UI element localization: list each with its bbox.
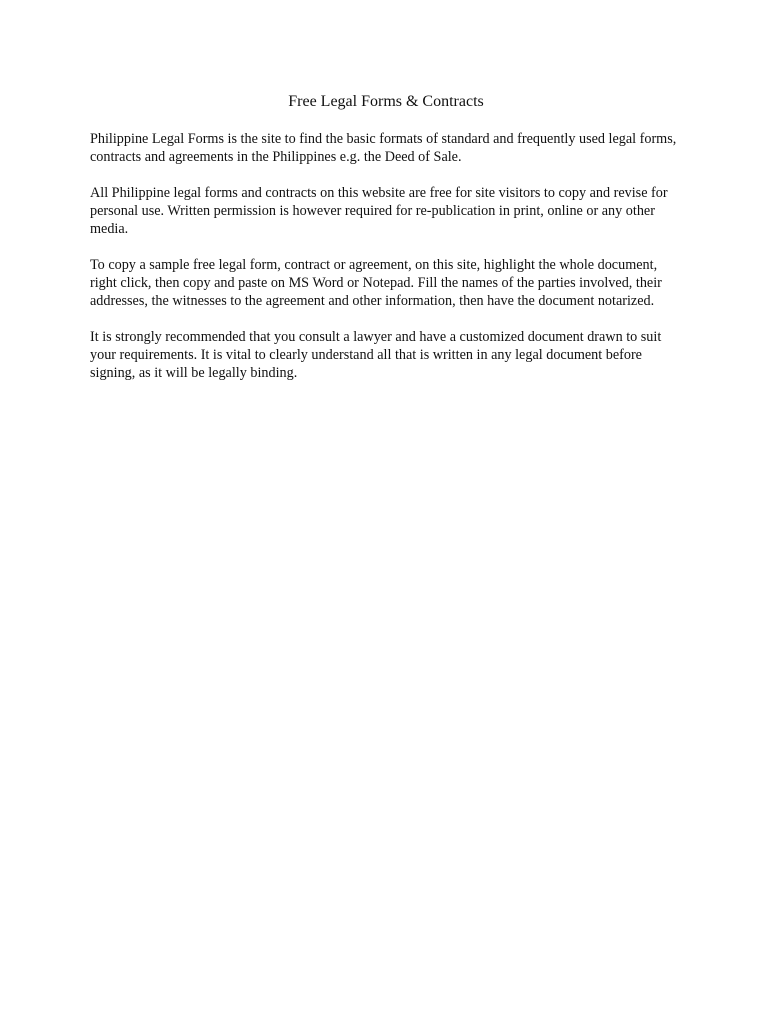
- paragraph-intro: Philippine Legal Forms is the site to find the basic formats of standard and frequently used legal forms, contracts and agreements in the Philippines e.g. the Deed of Sale.: [90, 131, 677, 165]
- paragraph-usage-permission: All Philippine legal forms and contracts on this website are free for site visitors to copy and revise for personal use. Written permission is however required for re-publication in print, online or any other media.: [90, 185, 668, 237]
- document-title: Free Legal Forms & Contracts: [288, 93, 484, 110]
- paragraph-legal-advice: It is strongly recommended that you consult a lawyer and have a customized document drawn to suit your requirements. It is vital to clearly understand all that is written in any legal document before signing, as it will be legally binding.: [90, 329, 662, 381]
- paragraph-copy-instructions: To copy a sample free legal form, contract or agreement, on this site, highlight the whole document, right click, then copy and paste on MS Word or Notepad. Fill the names of the parties involved, their addresses, the witnesses to the agreement and other information, then have the document notarized.: [90, 257, 662, 309]
